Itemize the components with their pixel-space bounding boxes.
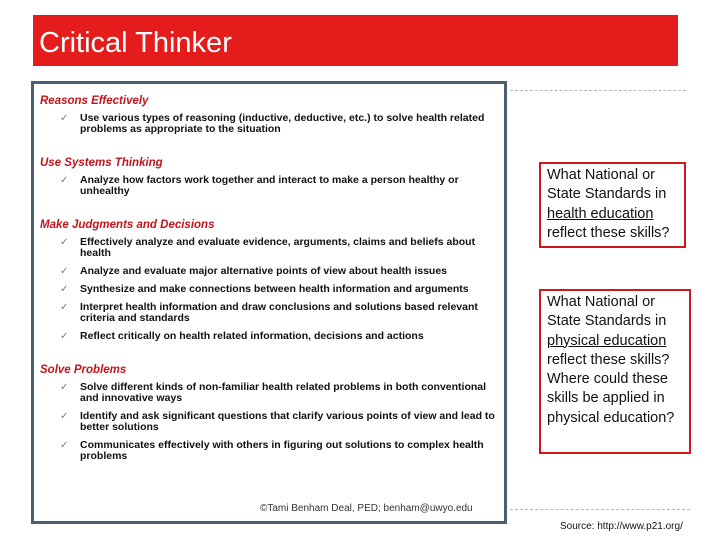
check-icon: ✓ xyxy=(60,440,69,451)
check-icon: ✓ xyxy=(60,284,69,295)
check-icon: ✓ xyxy=(60,331,69,342)
section-heading: Make Judgments and Decisions xyxy=(40,219,215,231)
question-text: reflect these skills? xyxy=(547,224,670,241)
list-item: ✓ Analyze how factors work together and interact to make a person healthy or unhealthy xyxy=(60,174,459,197)
question-emphasis: health education xyxy=(547,205,654,222)
list-item: ✓ Effectively analyze and evaluate evidence, arguments, claims and beliefs about health xyxy=(60,236,476,259)
list-item: ✓ Use various types of reasoning (inductive, deductive, etc.) to solve health related problems as appropriate to the situation xyxy=(60,112,485,135)
credit-text: ©Tami Benham Deal, PED; benham@uwyo.edu xyxy=(260,503,473,514)
check-icon: ✓ xyxy=(60,411,69,422)
question-text: What National or State Standards in xyxy=(547,167,667,203)
question-box-health xyxy=(539,162,686,248)
list-item: ✓ Solve different kinds of non-familiar health related problems in both conventional and innovative ways xyxy=(60,381,487,404)
question-text: reflect these skills? Where could these skills be applied in physical education? xyxy=(547,351,675,426)
question-text: What National or State Standards in xyxy=(547,294,667,330)
title-bar xyxy=(33,15,678,66)
check-icon: ✓ xyxy=(60,266,69,277)
list-item: ✓ Interpret health information and draw conclusions and solutions based relevant criteria and standards xyxy=(60,301,478,324)
divider xyxy=(510,509,690,510)
list-item: ✓ Communicates effectively with others in figuring out solutions to complex health problems xyxy=(60,439,484,462)
list-item: ✓ Identify and ask significant questions that clarify various points of view and lead to better solutions xyxy=(60,410,495,433)
section-judgments-decisions xyxy=(40,218,498,349)
section-reasons-effectively xyxy=(40,94,498,142)
check-icon: ✓ xyxy=(60,175,69,186)
check-icon: ✓ xyxy=(60,237,69,248)
section-systems-thinking xyxy=(40,156,498,204)
section-solve-problems xyxy=(40,363,498,469)
slide-title: Critical Thinker xyxy=(39,27,232,59)
check-icon: ✓ xyxy=(60,113,69,124)
list-item: ✓ Analyze and evaluate major alternative points of view about health issues xyxy=(60,265,448,277)
section-heading: Reasons Effectively xyxy=(40,95,149,107)
list-item: ✓ Synthesize and make connections between health information and arguments xyxy=(60,283,469,295)
question-emphasis: physical education xyxy=(547,332,667,349)
section-heading: Solve Problems xyxy=(40,364,127,376)
divider xyxy=(510,90,686,91)
source-citation: Source: http://www.p21.org/ xyxy=(560,521,683,532)
skills-box xyxy=(31,81,507,524)
list-item: ✓ Reflect critically on health related information, decisions and actions xyxy=(60,330,424,342)
question-box-physical xyxy=(539,289,691,454)
check-icon: ✓ xyxy=(60,302,69,313)
check-icon: ✓ xyxy=(60,382,69,393)
section-heading: Use Systems Thinking xyxy=(40,157,163,169)
